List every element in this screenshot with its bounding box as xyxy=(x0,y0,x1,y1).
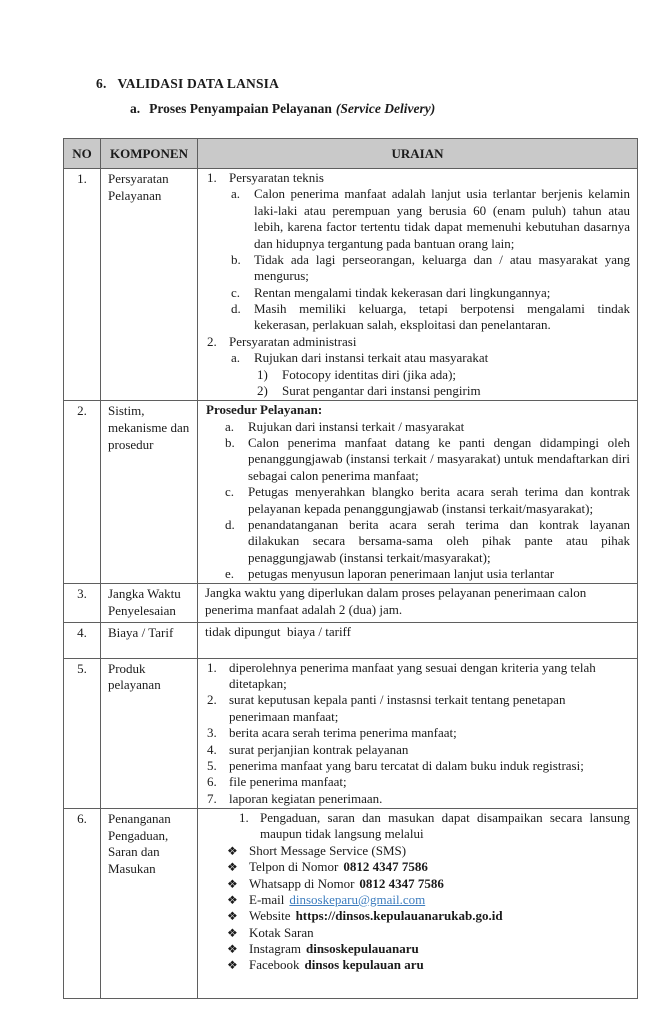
table-row-prosedur xyxy=(64,401,638,584)
list-item: e. petugas menyusun laporan penerimaan lanjut usia terlantar xyxy=(225,566,555,581)
list-item: a. Rujukan dari instansi terkait / masyarakat xyxy=(225,418,465,434)
list-item: 7. laporan kegiatan penerimaan. xyxy=(207,790,383,806)
list-item: 1. diperolehnya penerima manfaat yang sesuai dengan kriteria yang telah ditetapkan; xyxy=(207,659,596,691)
section-heading xyxy=(96,76,279,92)
service-delivery-table xyxy=(63,138,638,999)
facebook-handle: dinsos kepulauan aru xyxy=(304,957,424,973)
column-header-no: NO xyxy=(64,139,101,169)
list-marker: 4. xyxy=(207,741,217,757)
list-marker: b. xyxy=(225,435,235,450)
list-marker: 2. xyxy=(207,692,217,708)
list-item: 5. penerima manfaat yang baru tercatat di dalam buku induk registrasi; xyxy=(207,757,584,773)
channel-label: Kotak Saran xyxy=(249,924,314,940)
uraian-cell xyxy=(198,809,638,999)
channel-label: Website xyxy=(249,908,291,924)
list-item: b. Calon penerima manfaat datang ke panti dengan didampingi oleh penanggungjawab (instansi terkait / masyarakat) untuk mendaftarkan diri sebagai calon penerima manfaat; xyxy=(225,435,630,483)
list-marker: 5. xyxy=(207,757,217,773)
uraian-text: tidak dipungut biaya / tariff xyxy=(205,623,351,639)
contact-channel-instagram xyxy=(227,941,630,957)
diamond-bullet-icon: ❖ xyxy=(227,860,238,875)
row-number: 6. xyxy=(64,809,101,999)
list-item: 2. Persyaratan administrasi xyxy=(207,333,357,349)
diamond-bullet-icon: ❖ xyxy=(227,958,238,973)
komponen-cell: Sistim, mekanisme dan prosedur xyxy=(101,401,198,584)
list-item: 2. surat keputusan kepala panti / instasnsi terkait tentang penetapan penerimaan manfaat; xyxy=(207,692,566,724)
subsection-heading xyxy=(130,101,435,117)
uraian-text: Jangka waktu yang diperlukan dalam proses pelayanan penerimaan calon penerima manfaat adalah 2 (dua) jam. xyxy=(205,585,587,617)
channel-label: E-mail xyxy=(249,891,285,907)
table-row-persyaratan xyxy=(64,169,638,401)
diamond-bullet-icon: ❖ xyxy=(227,942,238,956)
subsection-letter: a. xyxy=(130,101,141,116)
row-number: 1. xyxy=(64,169,101,401)
website-url: https://dinsos.kepulauanarukab.go.id xyxy=(295,908,503,924)
channel-label: Instagram xyxy=(249,941,301,956)
table-row-jangka-waktu xyxy=(64,584,638,622)
contact-channel-phone xyxy=(227,859,630,875)
channel-label: Telpon di Nomor xyxy=(249,859,339,875)
list-marker: d. xyxy=(231,301,241,316)
table-row-produk xyxy=(64,658,638,808)
table-row-biaya xyxy=(64,622,638,658)
komponen-cell: Penanganan Pengaduan, Saran dan Masukan xyxy=(101,809,198,999)
phone-number: 0812 4347 7586 xyxy=(343,859,428,875)
list-item: 3. berita acara serah terima penerima manfaat; xyxy=(207,725,457,741)
channel-label: Facebook xyxy=(249,957,300,973)
column-header-uraian: URAIAN xyxy=(198,139,638,169)
table-header-row xyxy=(64,139,638,169)
list-marker: 1. xyxy=(207,170,217,185)
list-marker: 2) xyxy=(257,382,268,398)
list-marker: c. xyxy=(231,284,241,300)
list-item: 6. file penerima manfaat; xyxy=(207,774,347,790)
contact-channel-facebook xyxy=(227,957,630,973)
diamond-bullet-icon: ❖ xyxy=(227,925,238,940)
list-marker: 7. xyxy=(207,790,217,806)
komponen-cell: Produk pelayanan xyxy=(101,658,198,808)
list-marker: a. xyxy=(231,186,241,202)
list-marker: 1. xyxy=(207,659,217,675)
table-row-pengaduan xyxy=(64,809,638,999)
list-marker: a. xyxy=(225,418,235,434)
instagram-handle: dinsoskepulauanaru xyxy=(305,941,419,956)
list-item: c. Petugas menyerahkan blangko berita acara serah terima dan kontrak pelayanan kepada penanggungjawab (instansi terkait/masyarakat); xyxy=(225,484,630,516)
komponen-cell: Jangka Waktu Penyelesaian xyxy=(101,584,198,622)
list-item: 1. Pengaduan, saran dan masukan dapat disampaikan secara lansung maupun tidak langsung melalui xyxy=(239,810,630,842)
list-marker: 3. xyxy=(207,725,217,741)
section-number: 6. xyxy=(96,76,107,91)
list-item: c. Rentan mengalami tindak kekerasan dari lingkungannya; xyxy=(231,284,551,300)
contact-channel-email xyxy=(227,892,630,908)
list-item: a. Rujukan dari instansi terkait atau masyarakat xyxy=(231,350,489,366)
uraian-cell xyxy=(198,584,638,622)
list-item: 1) Fotocopy identitas diri (jika ada); xyxy=(257,366,457,382)
list-item: 1. Persyaratan teknis xyxy=(207,170,324,185)
list-marker: 1. xyxy=(239,810,249,825)
contact-channel-whatsapp xyxy=(227,876,630,892)
uraian-cell xyxy=(198,401,638,584)
list-marker: 1) xyxy=(257,366,268,382)
komponen-cell: Biaya / Tarif xyxy=(101,622,198,658)
list-marker: b. xyxy=(231,251,241,267)
diamond-bullet-icon: ❖ xyxy=(227,876,238,891)
diamond-bullet-icon: ❖ xyxy=(227,843,238,858)
komponen-cell: Persyaratan Pelayanan xyxy=(101,169,198,401)
row-number: 2. xyxy=(64,401,101,584)
row-number: 3. xyxy=(64,584,101,622)
procedure-title: Prosedur Pelayanan: xyxy=(206,402,323,418)
list-item: 2) Surat pengantar dari instansi pengirim xyxy=(257,382,481,398)
row-number: 4. xyxy=(64,622,101,658)
column-header-komponen: KOMPONEN xyxy=(101,139,198,169)
list-marker: d. xyxy=(225,516,235,532)
list-item: a. Calon penerima manfaat adalah lanjut usia terlantar berjenis kelamin laki-laki atau perempuan yang berusia 60 (enam puluh) tahun atau lebih, karena factor tertentu tidak dapat memenuhi kebutuhan dasarnya dan hidupnya tergantung pada bantuan orang lain; xyxy=(231,186,630,251)
list-marker: c. xyxy=(225,484,235,500)
email-link[interactable]: dinsoskeparu@gmail.com xyxy=(289,891,426,907)
list-item: b. Tidak ada lagi perseorangan, keluarga dan / atau masyarakat yang mengurus; xyxy=(231,251,630,284)
diamond-bullet-icon: ❖ xyxy=(227,909,238,924)
list-marker: e. xyxy=(225,566,235,581)
subsection-title-line xyxy=(149,101,435,117)
uraian-cell xyxy=(198,169,638,401)
channel-label: Whatsapp di Nomor xyxy=(249,875,355,891)
subsection-title-italic: (Service Delivery) xyxy=(335,101,436,116)
whatsapp-number: 0812 4347 7586 xyxy=(359,875,444,891)
list-item: d. penandatanganan berita acara serah terima dan kontrak layanan dilakukan secara bersama-sama oleh pihak pante atau pihak penaggungjawab (instansi terkait/masyarakat); xyxy=(225,516,630,565)
contact-channel-website xyxy=(227,908,630,924)
list-marker: a. xyxy=(231,350,241,366)
uraian-cell xyxy=(198,658,638,808)
contact-channel-sms xyxy=(227,843,630,859)
contact-channel-suggestion-box xyxy=(227,925,630,941)
diamond-bullet-icon: ❖ xyxy=(227,892,238,907)
row-number: 5. xyxy=(64,658,101,808)
channel-label: Short Message Service (SMS) xyxy=(249,842,407,858)
list-marker: 2. xyxy=(207,333,217,349)
subsection-title: Proses Penyampaian Pelayanan xyxy=(149,101,332,116)
list-item: d. Masih memiliki keluarga, tetapi berpotensi mengalami tindak kekerasan, perlakuan salah, eksploitasi dan penelantaran. xyxy=(231,301,630,333)
section-title: VALIDASI DATA LANSIA xyxy=(117,76,280,91)
list-item: 4. surat perjanjian kontrak pelayanan xyxy=(207,741,409,757)
uraian-cell xyxy=(198,622,638,658)
list-marker: 6. xyxy=(207,774,217,790)
